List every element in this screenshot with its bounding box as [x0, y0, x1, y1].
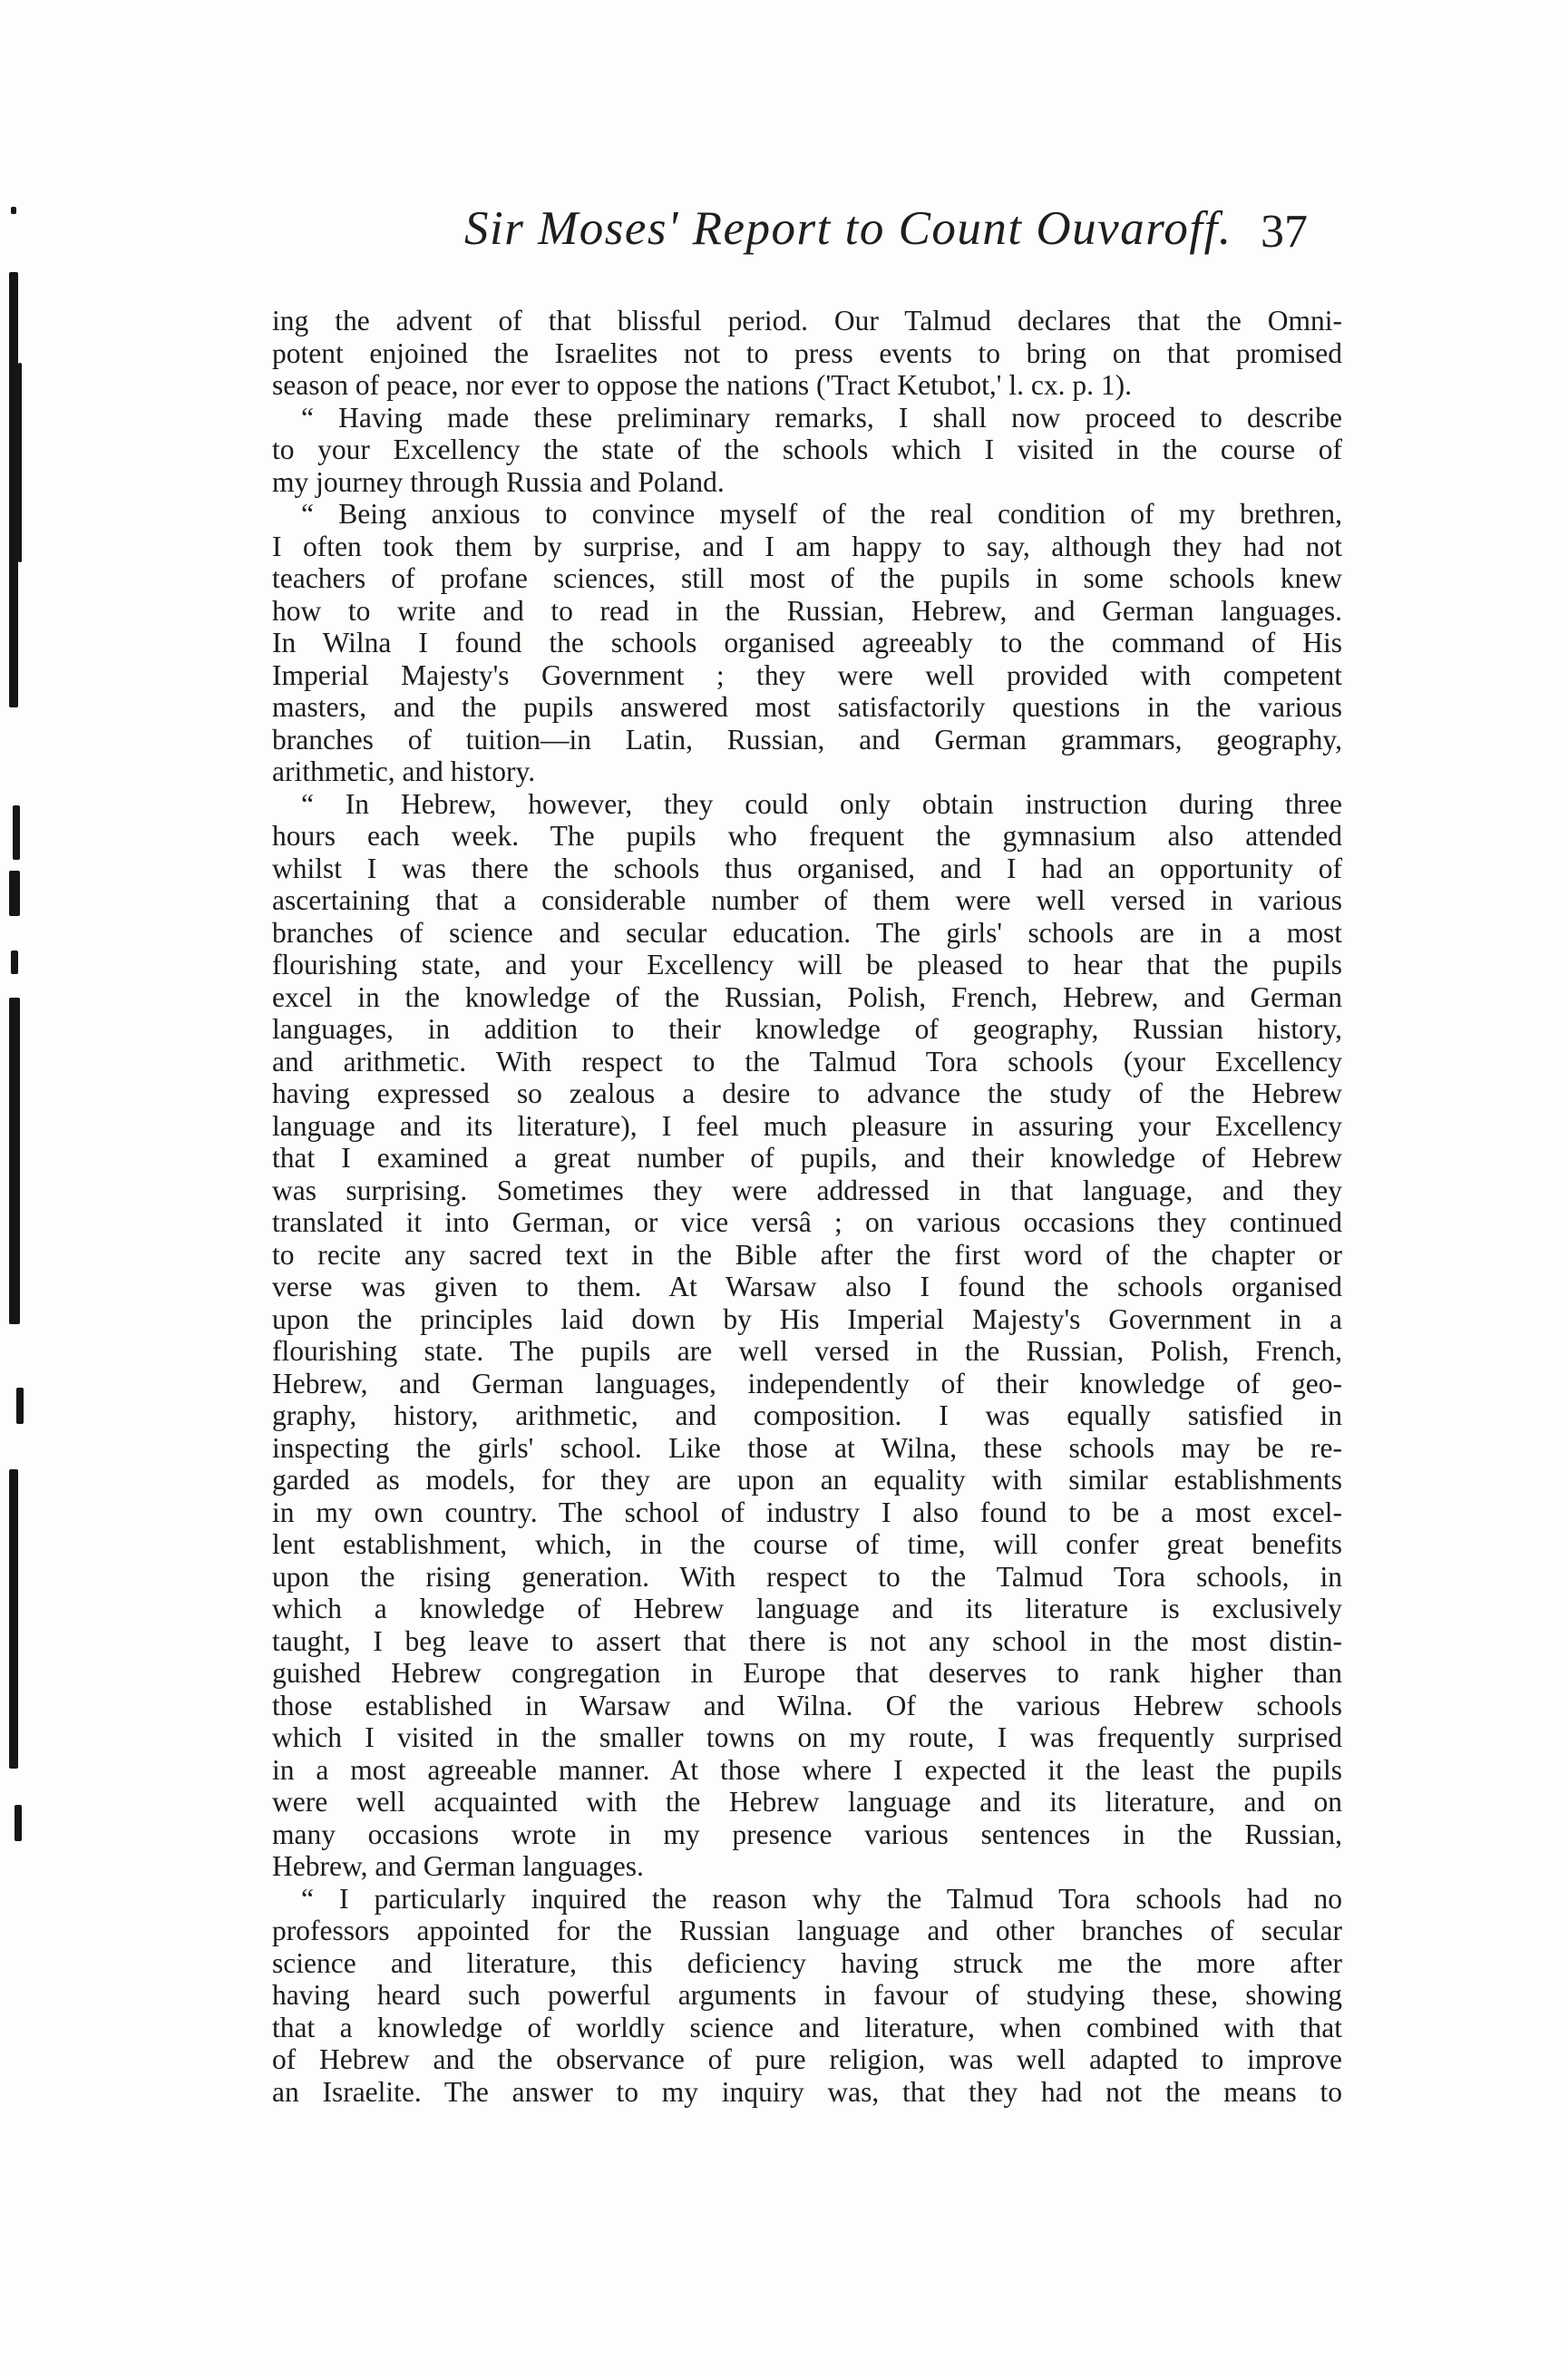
text-line: ascertaining that a considerable number of them were well versed in various	[272, 884, 1342, 916]
text-line: In Wilna I found the schools organised agreeably to the command of His	[272, 627, 1342, 658]
text-line: which a knowledge of Hebrew language and its literature is exclusively	[272, 1593, 1342, 1624]
text-line: flourishing state, and your Excellency will be pleased to hear that the pupils	[272, 949, 1342, 980]
scan-mark	[11, 951, 18, 974]
text-line: those established in Warsaw and Wilna. Of the various Hebrew schools	[272, 1689, 1342, 1721]
text-line: how to write and to read in the Russian, Hebrew, and German languages.	[272, 594, 1342, 627]
scan-mark	[9, 871, 20, 916]
scan-mark	[11, 207, 16, 214]
text-line: upon the principles laid down by His Imperial Majesty's Government in a	[272, 1302, 1342, 1335]
scan-mark	[13, 805, 20, 860]
text-line: whilst I was there the schools thus organised, and I had an opportunity of	[272, 852, 1342, 884]
text-line: excel in the knowledge of the Russian, Polish, French, Hebrew, and German	[272, 980, 1342, 1013]
text-line: were well acquainted with the Hebrew language and its literature, and on	[272, 1786, 1342, 1818]
text-line: language and its literature), I feel much pleasure in assuring your Excellency	[272, 1109, 1342, 1142]
body-text	[272, 305, 1342, 2108]
text-line: having expressed so zealous a desire to advance the study of the Hebrew	[272, 1077, 1342, 1109]
text-line: potent enjoined the Israelites not to press events to bring on that promised	[272, 336, 1342, 369]
text-line: that a knowledge of worldly science and literature, when combined with that	[272, 2011, 1342, 2043]
scan-mark	[9, 272, 18, 707]
text-line: graphy, history, arithmetic, and composition. I was equally satisfied in	[272, 1399, 1342, 1431]
text-line: translated it into German, or vice versâ ; on various occasions they continued	[272, 1206, 1342, 1238]
text-line: season of peace, nor ever to oppose the nations ('Tract Ketubot,' l. cx. p. 1).	[272, 369, 1132, 401]
text-line: an Israelite. The answer to my inquiry was, that they had not the means to	[272, 2075, 1342, 2108]
scan-mark	[16, 1388, 24, 1424]
text-line: teachers of profane sciences, still most of the pupils in some schools knew	[272, 562, 1342, 594]
text-line: masters, and the pupils answered most satisfactorily questions in the various	[272, 691, 1342, 723]
text-line: guished Hebrew congregation in Europe that deserves to rank higher than	[272, 1657, 1342, 1689]
text-line: having heard such powerful arguments in favour of studying these, showing	[272, 1979, 1342, 2011]
text-line: languages, in addition to their knowledge of geography, Russian history,	[272, 1013, 1342, 1045]
scan-mark	[18, 363, 22, 562]
text-line: verse was given to them. At Warsaw also I found the schools organised	[272, 1271, 1342, 1302]
text-line: to your Excellency the state of the schools which I visited in the course of	[272, 434, 1342, 465]
scan-mark	[9, 1469, 18, 1769]
text-line: to recite any sacred text in the Bible after the first word of the chapter or	[272, 1238, 1342, 1271]
text-line: garded as models, for they are upon an equality with similar establishments	[272, 1464, 1342, 1496]
text-line: ing the advent of that blissful period. Our Talmud declares that the Omni-	[272, 305, 1342, 336]
text-line: was surprising. Sometimes they were addressed in that language, and they	[272, 1174, 1342, 1206]
text-line: branches of science and secular education. The girls' schools are in a most	[272, 916, 1342, 949]
text-line: I often took them by surprise, and I am happy to say, although they had not	[272, 530, 1342, 562]
page-header	[272, 201, 1360, 274]
text-line: flourishing state. The pupils are well versed in the Russian, Polish, French,	[272, 1335, 1342, 1367]
text-line: which I visited in the smaller towns on my route, I was frequently surprised	[272, 1721, 1342, 1753]
text-line: “ Having made these preliminary remarks, I shall now proceed to describe	[301, 401, 1342, 434]
scan-mark	[15, 1805, 22, 1841]
text-line: and arithmetic. With respect to the Talmud Tora schools (your Excellency	[272, 1045, 1342, 1077]
text-line: Imperial Majesty's Government ; they were well provided with competent	[272, 658, 1342, 691]
text-line: arithmetic, and history.	[272, 756, 536, 787]
text-line: hours each week. The pupils who frequent the gymnasium also attended	[272, 820, 1342, 852]
text-line: lent establishment, which, in the course of time, will confer great benefits	[272, 1528, 1342, 1560]
running-title: Sir Moses' Report to Count Ouvaroff.	[464, 202, 1232, 255]
text-line: taught, I beg leave to assert that there is not any school in the most distin-	[272, 1624, 1342, 1657]
text-line: professors appointed for the Russian language and other branches of secular	[272, 1915, 1342, 1946]
text-line: science and literature, this deficiency having struck me the more after	[272, 1946, 1342, 1979]
text-line: inspecting the girls' school. Like those at Wilna, these schools may be re-	[272, 1431, 1342, 1464]
text-line: Hebrew, and German languages, independently of their knowledge of geo-	[272, 1367, 1342, 1399]
scan-mark	[9, 998, 20, 1324]
text-line: upon the rising generation. With respect to the Talmud Tora schools, in	[272, 1560, 1342, 1593]
text-line: “ I particularly inquired the reason why the Talmud Tora schools had no	[301, 1882, 1342, 1915]
text-line: “ Being anxious to convince myself of the real condition of my brethren,	[301, 498, 1342, 530]
text-line: Hebrew, and German languages.	[272, 1850, 644, 1882]
page-number: 37	[1261, 206, 1308, 258]
text-line: branches of tuition—in Latin, Russian, and German grammars, geography,	[272, 723, 1342, 756]
text-line: of Hebrew and the observance of pure religion, was well adapted to improve	[272, 2043, 1342, 2075]
text-line: many occasions wrote in my presence various sentences in the Russian,	[272, 1818, 1342, 1850]
scan-margin-artifacts	[0, 0, 36, 2369]
text-line: “ In Hebrew, however, they could only obtain instruction during three	[301, 787, 1342, 820]
text-line: in a most agreeable manner. At those where I expected it the least the pupils	[272, 1753, 1342, 1786]
text-line: in my own country. The school of industry I also found to be a most excel-	[272, 1496, 1342, 1528]
text-line: my journey through Russia and Poland.	[272, 465, 725, 498]
text-line: that I examined a great number of pupils, and their knowledge of Hebrew	[272, 1142, 1342, 1174]
